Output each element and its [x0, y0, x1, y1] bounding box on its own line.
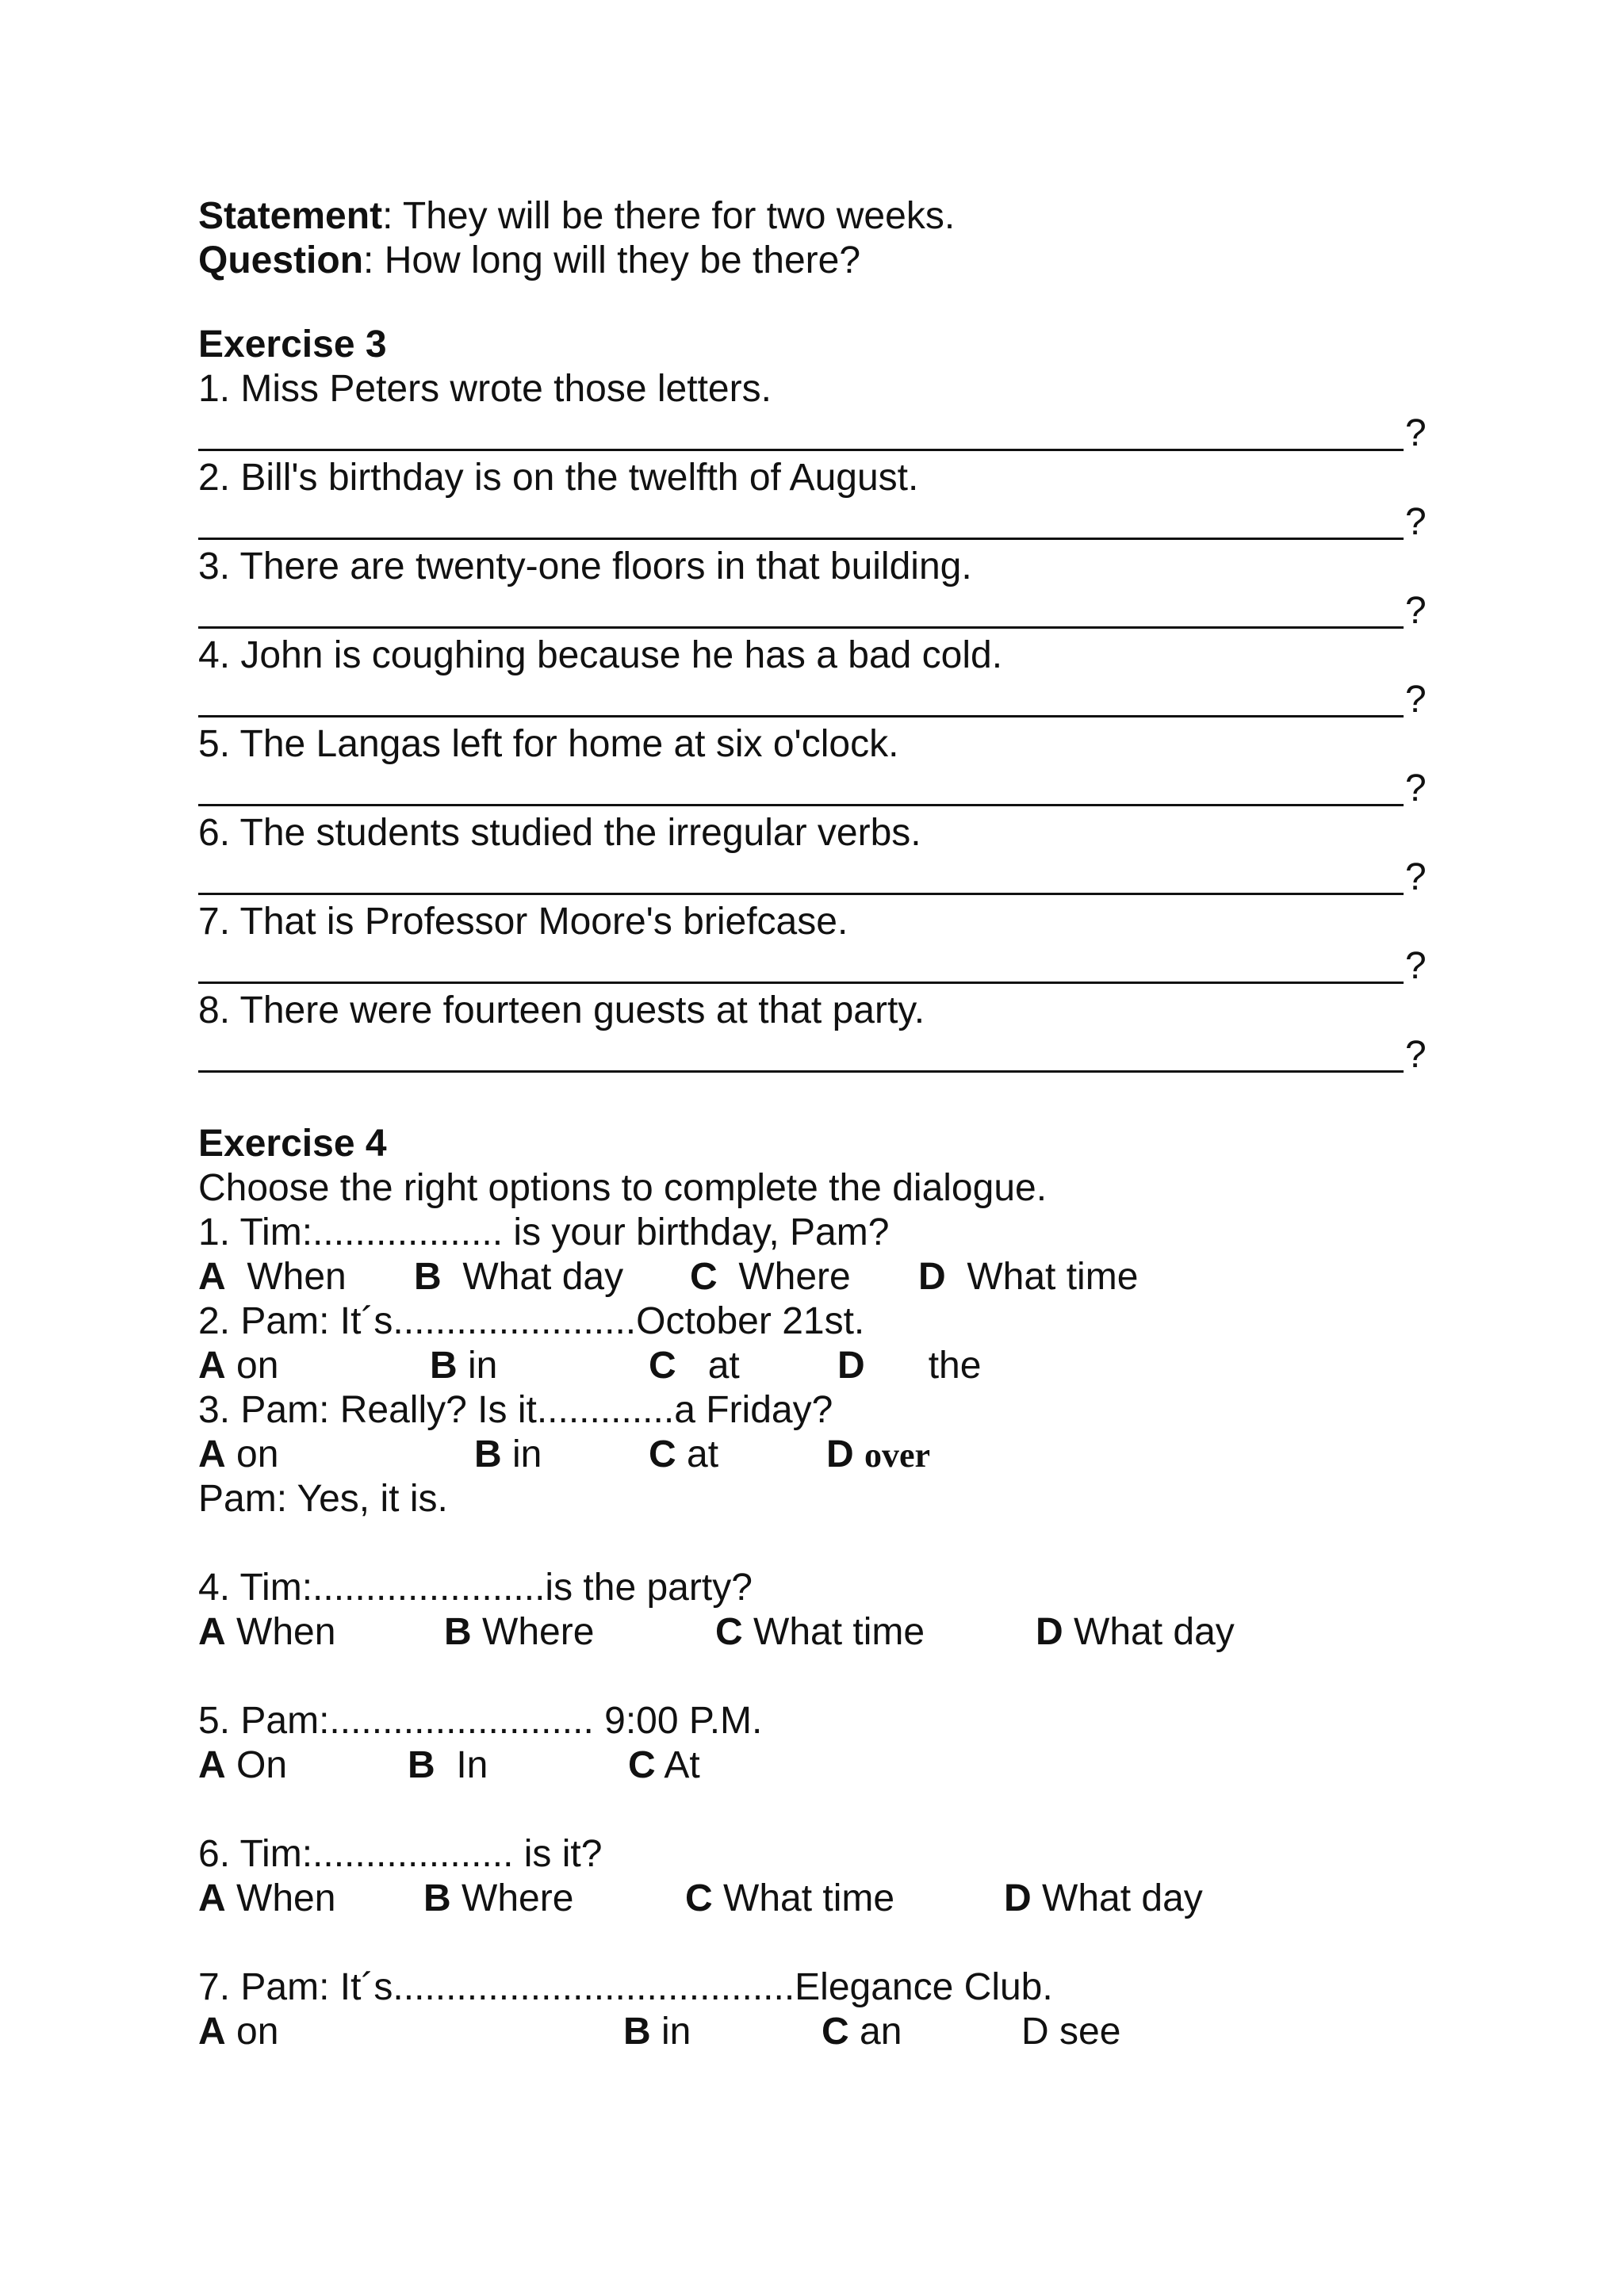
statement-text: : They will be there for two weeks. [382, 195, 956, 237]
exercise4-title: Exercise 4 [198, 1123, 387, 1165]
question-text: : How long will they be there? [363, 239, 861, 281]
statement-line [198, 194, 955, 239]
ex4-q1-option-b[interactable]: B What day [414, 1256, 624, 1298]
ex3-answer-8[interactable]: ? [198, 1033, 1404, 1077]
ex3-answer-7[interactable]: ? [198, 944, 1404, 989]
ex4-q2-option-a[interactable]: A on [198, 1345, 279, 1387]
ex3-answer-6[interactable]: ? [198, 855, 1404, 900]
ex4-q2-option-c[interactable]: C at [649, 1345, 740, 1387]
ex4-q4-option-d[interactable]: D What day [1036, 1611, 1235, 1653]
ex4-q7-option-d[interactable]: D see [1021, 2011, 1121, 2053]
ex4-q1-option-d[interactable]: D What time [918, 1256, 1139, 1298]
ex3-answer-2[interactable]: ? [198, 500, 1404, 545]
ex4-question-6: 6. Tim:................... is it? [198, 1833, 603, 1875]
ex3-item-2: 2. Bill's birthday is on the twelfth of August. [198, 457, 919, 499]
exercise3-title: Exercise 3 [198, 323, 387, 365]
ex4-question-7: 7. Pam: It´s......................................Elegance Club. [198, 1966, 1053, 2008]
ex3-item-1: 1. Miss Peters wrote those letters. [198, 368, 772, 410]
ex3-item-6: 6. The students studied the irregular verbs. [198, 812, 921, 854]
ex3-item-7: 7. That is Professor Moore's briefcase. [198, 901, 848, 943]
ex3-item-4: 4. John is coughing because he has a bad cold. [198, 634, 1003, 676]
ex4-q1-option-a[interactable]: A When [198, 1256, 347, 1298]
ex4-q6-option-a[interactable]: A When [198, 1877, 336, 1919]
question-label: Question [198, 239, 364, 281]
ex4-q6-option-c[interactable]: C What time [685, 1877, 895, 1919]
ex4-q5-option-b[interactable]: B In [408, 1744, 488, 1786]
ex4-q2-option-d[interactable]: D the [837, 1345, 982, 1387]
ex4-question-3: 3. Pam: Really? Is it.............a Friday? [198, 1389, 833, 1431]
ex4-q4-option-c[interactable]: C What time [715, 1611, 925, 1653]
ex4-q2-option-b[interactable]: B in [430, 1345, 498, 1387]
ex4-q4-option-a[interactable]: A When [198, 1611, 336, 1653]
ex3-item-3: 3. There are twenty-one floors in that building. [198, 545, 972, 587]
ex4-question-4: 4. Tim:......................is the party? [198, 1567, 753, 1609]
ex3-answer-5[interactable]: ? [198, 767, 1404, 811]
ex4-q4-option-b[interactable]: B Where [444, 1611, 595, 1653]
ex4-q7-option-b[interactable]: B in [623, 2011, 691, 2053]
ex4-question-2: 2. Pam: It´s.......................October 21st. [198, 1300, 865, 1342]
ex4-question-1: 1. Tim:.................. is your birthday, Pam? [198, 1211, 890, 1253]
question-line [198, 239, 860, 283]
statement-label: Statement [198, 195, 383, 237]
ex4-q7-option-a[interactable]: A on [198, 2011, 279, 2053]
ex4-q3-reply: Pam: Yes, it is. [198, 1478, 448, 1520]
ex4-question-5: 5. Pam:......................... 9:00 P.M. [198, 1700, 763, 1742]
ex3-answer-3[interactable]: ? [198, 589, 1404, 633]
exercise4-instruction: Choose the right options to complete the dialogue. [198, 1167, 1048, 1209]
ex4-q6-option-d[interactable]: D What day [1004, 1877, 1203, 1919]
ex4-q1-option-c[interactable]: C Where [690, 1256, 851, 1298]
ex4-q3-option-d[interactable]: D over [826, 1433, 931, 1475]
ex4-q3-option-b[interactable]: B in [474, 1433, 542, 1475]
ex4-q3-option-c[interactable]: C at [649, 1433, 719, 1475]
ex4-q3-option-a[interactable]: A on [198, 1433, 279, 1475]
ex4-q7-option-c[interactable]: C an [822, 2011, 902, 2053]
ex4-q5-option-c[interactable]: C At [628, 1744, 700, 1786]
ex3-answer-1[interactable]: ? [198, 411, 1404, 456]
ex3-item-5: 5. The Langas left for home at six o'clock. [198, 723, 899, 765]
ex3-item-8: 8. There were fourteen guests at that party. [198, 989, 925, 1031]
ex4-q5-option-a[interactable]: A On [198, 1744, 288, 1786]
ex4-q6-option-b[interactable]: B Where [423, 1877, 574, 1919]
ex3-answer-4[interactable]: ? [198, 678, 1404, 722]
